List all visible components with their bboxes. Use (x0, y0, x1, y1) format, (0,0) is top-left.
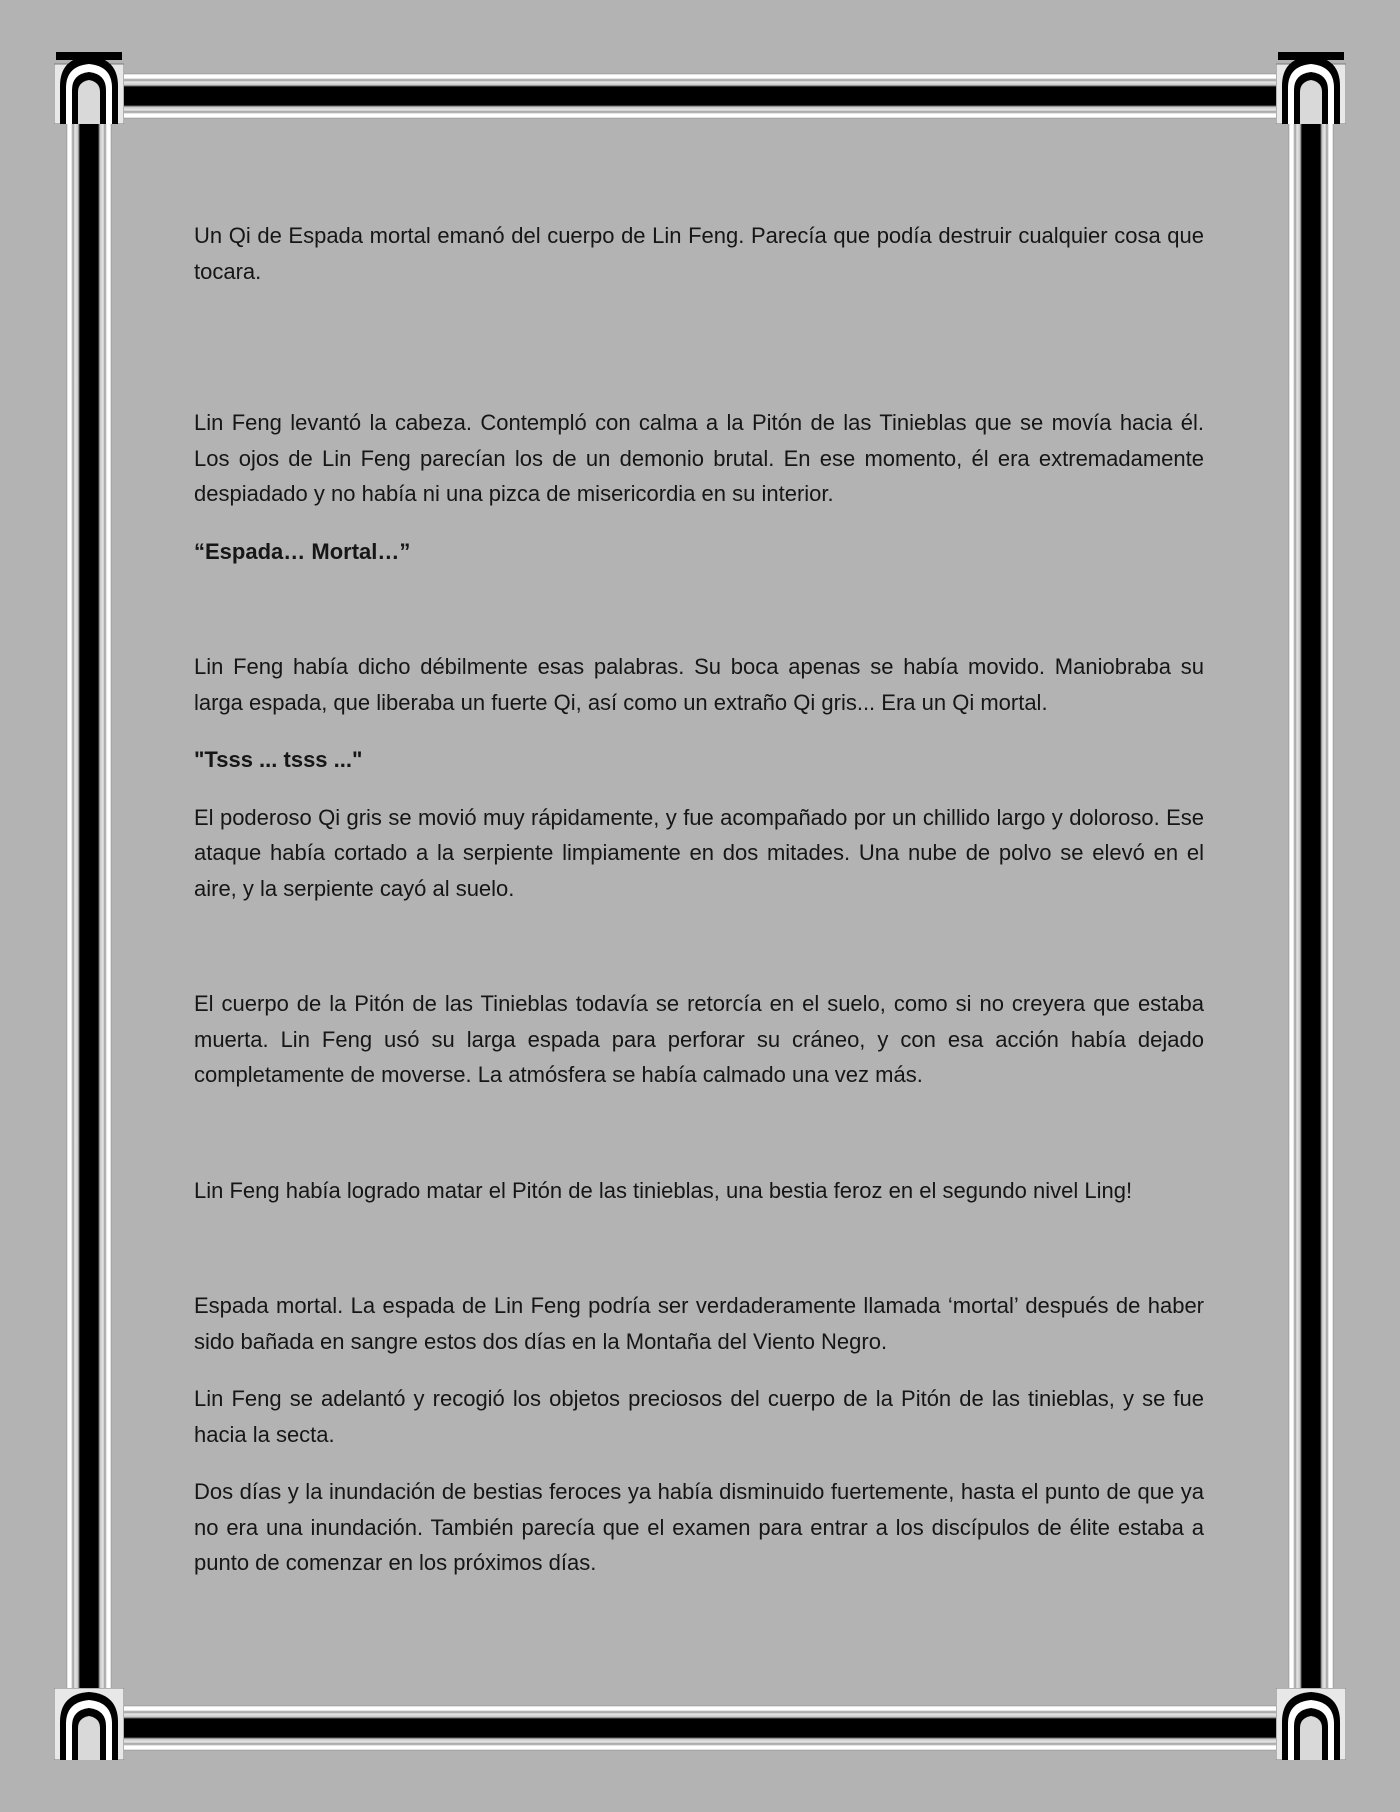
frame-border-right (1288, 120, 1334, 1702)
paragraph: Dos días y la inundación de bestias feroces ya había disminuido fuertemente, hasta el punto de que ya no era una inundación. También parecía que el examen para entrar a los discípulos de élite estaba a punto de comenzar en los próximos días. (194, 1479, 1204, 1575)
paragraph-gap (194, 1208, 1204, 1288)
paragraph: Lin Feng había dicho débilmente esas palabras. Su boca apenas se había movido. Maniobraba su larga espada, que liberaba un fuerte Qi, así como un extraño Qi gris... Era un Qi mortal. (194, 654, 1204, 715)
paragraph-gap (194, 512, 1204, 534)
dialogue-line: “Espada… Mortal…” (194, 538, 411, 564)
frame-border-bottom (112, 1705, 1288, 1751)
paragraph-gap (194, 1093, 1204, 1173)
frame-corner-ornament-icon (1276, 52, 1346, 124)
document-body (194, 218, 1204, 1581)
paragraph-gap (194, 720, 1204, 742)
frame-corner-ornament-icon (54, 52, 124, 124)
paragraph-gap (194, 1359, 1204, 1381)
paragraph: Espada mortal. La espada de Lin Feng podría ser verdaderamente llamada ‘mortal’ después de haber sido bañada en sangre estos dos días en la Montaña del Viento Negro. (194, 1293, 1204, 1354)
paragraph-gap (194, 1452, 1204, 1474)
paragraph-gap (194, 289, 1204, 405)
frame-border-top (112, 73, 1288, 119)
paragraph-gap (194, 569, 1204, 649)
paragraph-gap (194, 906, 1204, 986)
paragraph: El cuerpo de la Pitón de las Tinieblas todavía se retorcía en el suelo, como si no creyera que estaba muerta. Lin Feng usó su larga espada para perforar su cráneo, y con esa acción había dejado completamente de moverse. La atmósfera se había calmado una vez más. (194, 991, 1204, 1087)
paragraph: El poderoso Qi gris se movió muy rápidamente, y fue acompañado por un chillido largo y doloroso. Ese ataque había cortado a la serpiente limpiamente en dos mitades. Una nube de polvo se elevó en el aire, y la serpiente cayó al suelo. (194, 804, 1204, 901)
paragraph-gap (194, 778, 1204, 800)
frame-border-left (66, 120, 112, 1702)
paragraph: Un Qi de Espada mortal emanó del cuerpo de Lin Feng. Parecía que podía destruir cualquier cosa que tocara. (194, 223, 1204, 284)
frame-corner-ornament-icon (1276, 1688, 1346, 1760)
paragraph: Lin Feng había logrado matar el Pitón de las tinieblas, una bestia feroz en el segundo nivel Ling! (194, 1177, 1133, 1203)
paragraph: Lin Feng se adelantó y recogió los objetos preciosos del cuerpo de la Pitón de las tinieblas, y se fue hacia la secta. (194, 1386, 1204, 1447)
dialogue-line: "Tsss ... tsss ..." (194, 747, 363, 772)
paragraph: Lin Feng levantó la cabeza. Contempló con calma a la Pitón de las Tinieblas que se movía hacia él. Los ojos de Lin Feng parecían los de un demonio brutal. En ese momento, él era extremadamente despiadado y no había ni una pizca de misericordia en su interior. (194, 410, 1204, 506)
frame-corner-ornament-icon (54, 1688, 124, 1760)
